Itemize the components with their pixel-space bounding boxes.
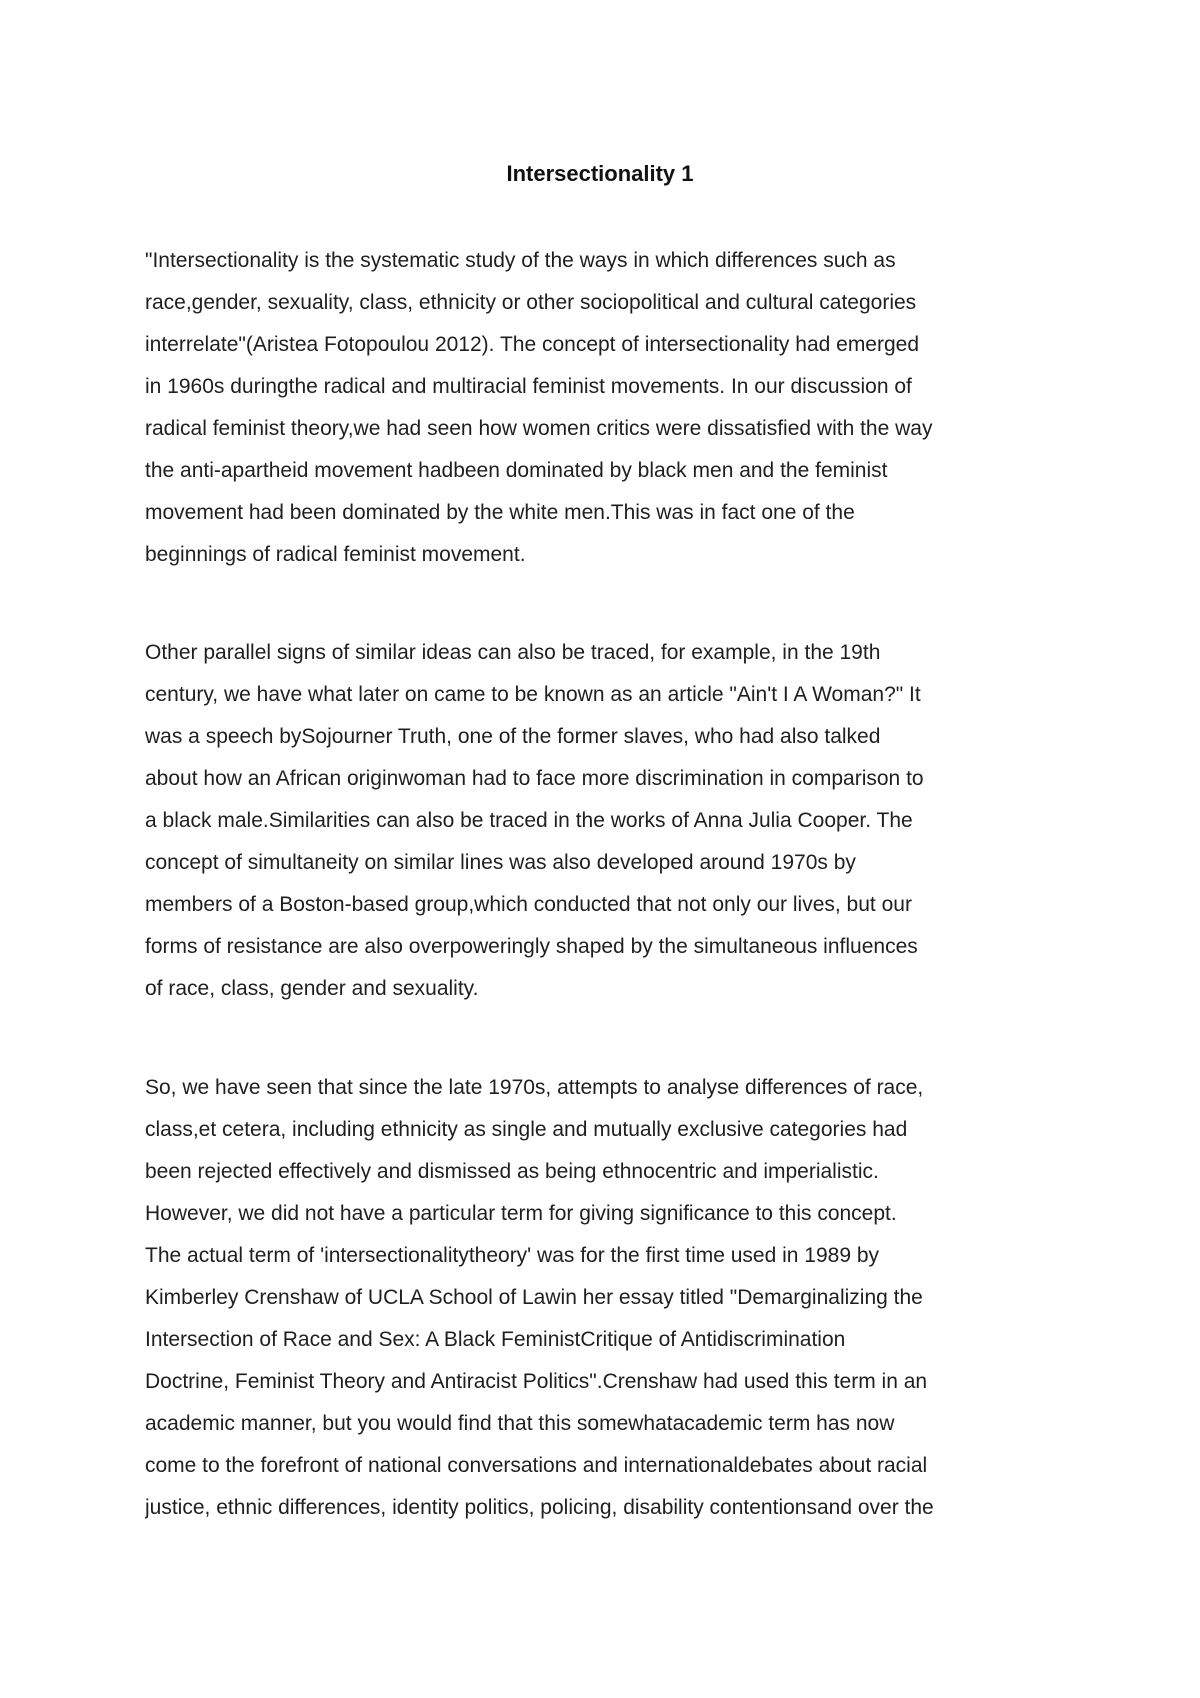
paragraph-line: century, we have what later on came to be known as an article "Ain't I A Woman?" It [145,683,921,706]
paragraph-line: movement had been dominated by the white men.This was in fact one of the [145,501,855,524]
paragraph-line: Kimberley Crenshaw of UCLA School of Lawin her essay titled "Demarginalizing the [145,1286,923,1309]
document-title: Intersectionality 1 [506,161,694,186]
paragraph-line: justice, ethnic differences, identity politics, policing, disability contentionsand over the [145,1496,934,1519]
paragraph-line: Other parallel signs of similar ideas can also be traced, for example, in the 19th [145,641,881,664]
paragraph-line: Doctrine, Feminist Theory and Antiracist Politics".Crenshaw had used this term in an [145,1370,928,1393]
paragraph-line: forms of resistance are also overpoweringly shaped by the simultaneous influences [145,935,918,958]
paragraph-line: beginnings of radical feminist movement. [145,543,526,566]
paragraph-1 [145,240,1065,576]
paragraph-line: "Intersectionality is the systematic study of the ways in which differences such as [145,249,896,272]
paragraph-line: concept of simultaneity on similar lines was also developed around 1970s by [145,851,856,874]
paragraph-line: been rejected effectively and dismissed as being ethnocentric and imperialistic. [145,1160,879,1183]
paragraph-line: in 1960s duringthe radical and multiracial feminist movements. In our discussion of [145,375,912,398]
paragraph-line: interrelate"(Aristea Fotopoulou 2012). The concept of intersectionality had emerged [145,333,920,356]
paragraph-line: the anti-apartheid movement hadbeen dominated by black men and the feminist [145,459,888,482]
paragraph-3 [145,1067,1065,1529]
paragraph-line: was a speech bySojourner Truth, one of the former slaves, who had also talked [145,725,881,748]
paragraph-line: However, we did not have a particular term for giving significance to this concept. [145,1202,897,1225]
paragraph-line: members of a Boston-based group,which conducted that not only our lives, but our [145,893,912,916]
paragraph-line: radical feminist theory,we had seen how women critics were dissatisfied with the way [145,417,933,440]
paragraph-line: class,et cetera, including ethnicity as single and mutually exclusive categories had [145,1118,908,1141]
paragraph-line: come to the forefront of national conversations and internationaldebates about racial [145,1454,928,1477]
paragraph-line: a black male.Similarities can also be traced in the works of Anna Julia Cooper. The [145,809,913,832]
paragraph-line: So, we have seen that since the late 1970s, attempts to analyse differences of race, [145,1076,924,1099]
paragraph-line: Intersection of Race and Sex: A Black FeministCritique of Antidiscrimination [145,1328,846,1351]
paragraph-line: race,gender, sexuality, class, ethnicity or other sociopolitical and cultural categories [145,291,917,314]
paragraph-line: of race, class, gender and sexuality. [145,977,479,1000]
paragraph-line: The actual term of 'intersectionalitytheory' was for the first time used in 1989 by [145,1244,880,1267]
paragraph-line: about how an African originwoman had to face more discrimination in comparison to [145,767,924,790]
paragraph-line: academic manner, but you would find that this somewhatacademic term has now [145,1412,895,1435]
paragraph-2 [145,632,1065,1010]
